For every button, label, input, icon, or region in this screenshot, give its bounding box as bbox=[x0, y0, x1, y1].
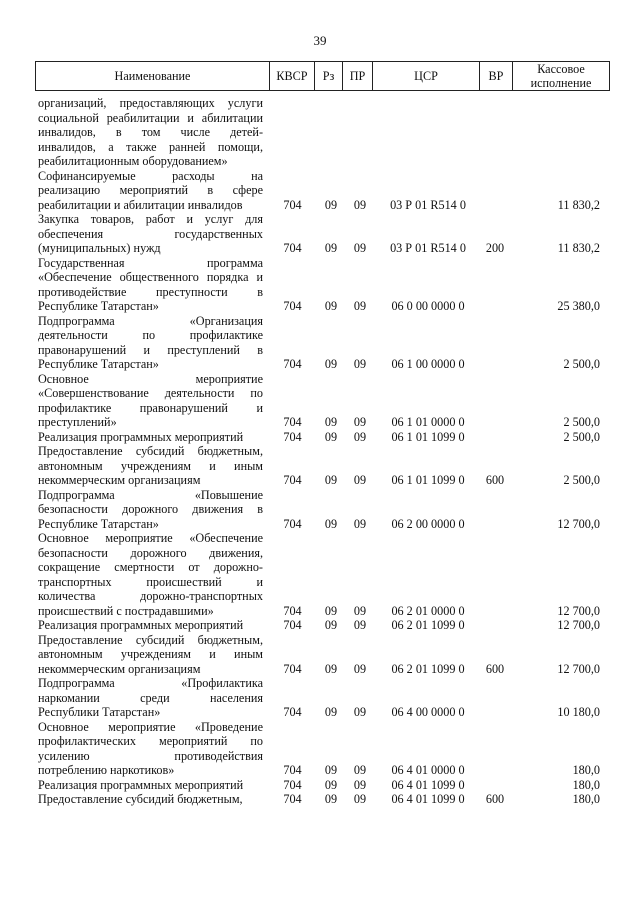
row-name-line: некоммерческим организациям bbox=[38, 473, 201, 487]
table-row bbox=[0, 488, 640, 532]
row-amount: 2 500,0 bbox=[563, 415, 600, 429]
row-amount: 2 500,0 bbox=[563, 429, 600, 444]
table-row bbox=[0, 792, 640, 807]
row-kvsr: 704 bbox=[283, 429, 302, 444]
row-rz: 09 bbox=[324, 299, 338, 313]
table-row bbox=[0, 372, 640, 430]
row-pr: 09 bbox=[353, 705, 367, 719]
row-name bbox=[38, 531, 263, 618]
row-name-line: Основное мероприятие «Обеспечение bbox=[38, 531, 263, 545]
row-name-line: наркомании среди населения bbox=[38, 690, 263, 705]
row-name bbox=[38, 96, 263, 169]
row-csr: 06 4 01 1099 0 bbox=[391, 792, 465, 806]
row-csr: 03 Р 01 R514 0 bbox=[390, 197, 466, 212]
row-name bbox=[38, 618, 263, 633]
table-row bbox=[0, 778, 640, 793]
row-name-line: (муниципальных) нужд bbox=[38, 241, 161, 255]
table-row bbox=[0, 618, 640, 633]
row-name-line: инвалидов, в том числе детей- bbox=[38, 125, 263, 139]
table-row bbox=[0, 96, 640, 169]
header-amount-line2: исполнение bbox=[530, 76, 592, 90]
row-vr: 600 bbox=[485, 473, 505, 487]
row-rz: 09 bbox=[324, 763, 338, 777]
row-name-line: Основное мероприятие bbox=[38, 371, 263, 386]
row-csr: 06 0 00 0000 0 bbox=[391, 299, 465, 313]
row-amount: 2 500,0 bbox=[563, 357, 600, 371]
row-name bbox=[38, 676, 263, 720]
row-kvsr: 704 bbox=[283, 415, 302, 429]
row-amount: 12 700,0 bbox=[557, 618, 600, 632]
row-name-line: Республики Татарстан» bbox=[38, 705, 161, 719]
header-rz: Рз bbox=[315, 62, 343, 91]
row-csr: 06 1 01 0000 0 bbox=[391, 415, 465, 429]
row-rz: 09 bbox=[324, 241, 338, 255]
row-pr: 09 bbox=[353, 415, 367, 429]
row-csr: 06 4 01 1099 0 bbox=[391, 777, 465, 792]
row-kvsr: 704 bbox=[283, 357, 302, 371]
table-row bbox=[0, 314, 640, 372]
header-pr: ПР bbox=[343, 62, 373, 91]
row-name-line: безопасности дорожного движения в bbox=[38, 502, 263, 516]
row-pr: 09 bbox=[353, 777, 367, 792]
table-row bbox=[0, 444, 640, 488]
row-name-line: реабилитации и абилитации инвалидов bbox=[38, 197, 243, 212]
row-csr: 06 1 00 0000 0 bbox=[391, 357, 465, 371]
row-csr: 06 2 01 1099 0 bbox=[391, 661, 465, 676]
row-rz: 09 bbox=[324, 618, 338, 632]
row-name bbox=[38, 430, 263, 445]
row-name-line: Республике Татарстан» bbox=[38, 299, 159, 313]
row-name bbox=[38, 212, 263, 256]
header-amount bbox=[513, 62, 610, 91]
row-pr: 09 bbox=[353, 661, 367, 676]
header-amount-line1: Кассовое bbox=[537, 62, 585, 76]
row-pr: 09 bbox=[353, 763, 367, 777]
table-row bbox=[0, 212, 640, 256]
row-name-line: Реализация программных мероприятий bbox=[38, 777, 244, 792]
row-amount: 180,0 bbox=[572, 763, 600, 777]
row-name-line: Основное мероприятие «Проведение bbox=[38, 719, 263, 734]
row-name bbox=[38, 314, 263, 372]
row-kvsr: 704 bbox=[283, 299, 302, 313]
row-amount: 180,0 bbox=[572, 792, 600, 806]
row-name-line: Закупка товаров, работ и услуг для bbox=[38, 212, 263, 226]
row-name-line: транспортных происшествий и bbox=[38, 574, 263, 589]
row-pr: 09 bbox=[353, 473, 367, 487]
row-kvsr: 704 bbox=[283, 197, 302, 212]
row-name-line: Подпрограмма «Профилактика bbox=[38, 676, 263, 690]
row-kvsr: 704 bbox=[283, 473, 302, 487]
row-name-line: преступлений» bbox=[38, 415, 117, 429]
row-name-line: количества дорожно-транспортных bbox=[38, 589, 263, 603]
header-csr: ЦСР bbox=[373, 62, 480, 91]
row-csr: 06 4 00 0000 0 bbox=[391, 705, 465, 719]
row-name-line: «Обеспечение общественного порядка и bbox=[38, 270, 263, 284]
row-name-line: профилактических мероприятий по bbox=[38, 734, 263, 748]
row-pr: 09 bbox=[353, 792, 367, 806]
table-row bbox=[0, 720, 640, 778]
row-amount: 11 830,2 bbox=[557, 197, 600, 212]
header-name: Наименование bbox=[36, 62, 270, 91]
row-kvsr: 704 bbox=[283, 516, 302, 531]
row-kvsr: 704 bbox=[283, 603, 302, 618]
row-name-line: Софинансируемые расходы на bbox=[38, 168, 263, 183]
row-name-line: Предоставление субсидий бюджетным, bbox=[38, 444, 263, 458]
row-pr: 09 bbox=[353, 299, 367, 313]
row-rz: 09 bbox=[324, 792, 338, 806]
row-rz: 09 bbox=[324, 473, 338, 487]
row-csr: 06 2 01 1099 0 bbox=[391, 618, 465, 632]
row-name-line: сокращение смертности от дорожно- bbox=[38, 560, 263, 574]
row-pr: 09 bbox=[353, 618, 367, 632]
row-name-line: правонарушений и преступлений в bbox=[38, 342, 263, 357]
row-amount: 2 500,0 bbox=[563, 473, 600, 487]
row-name-line: реабилитационным оборудованием» bbox=[38, 154, 228, 168]
row-vr: 600 bbox=[485, 792, 505, 806]
row-name-line: автономным учреждениям и иным bbox=[38, 647, 263, 661]
row-kvsr: 704 bbox=[283, 763, 302, 777]
row-name-line: организаций, предоставляющих услуги bbox=[38, 96, 263, 110]
row-name-line: Предоставление субсидий бюджетным, bbox=[38, 792, 243, 806]
table-row bbox=[0, 169, 640, 213]
row-csr: 06 1 01 1099 0 bbox=[391, 473, 465, 487]
row-name-line: инвалидов, а также ранней помощи, bbox=[38, 139, 263, 154]
row-csr: 06 2 01 0000 0 bbox=[391, 603, 465, 618]
row-name bbox=[38, 633, 263, 677]
row-name-line: обеспечения государственных bbox=[38, 226, 263, 241]
row-name-line: безопасности дорожного движения, bbox=[38, 545, 263, 560]
row-name-line: усилению противодействия bbox=[38, 748, 263, 763]
row-kvsr: 704 bbox=[283, 661, 302, 676]
row-amount: 10 180,0 bbox=[557, 705, 600, 719]
table-row bbox=[0, 256, 640, 314]
table-row bbox=[0, 676, 640, 720]
row-kvsr: 704 bbox=[283, 777, 302, 792]
row-name-line: автономным учреждениям и иным bbox=[38, 458, 263, 473]
row-pr: 09 bbox=[353, 197, 367, 212]
row-csr: 06 2 00 0000 0 bbox=[391, 516, 465, 531]
row-amount: 12 700,0 bbox=[557, 516, 600, 531]
row-csr: 06 4 01 0000 0 bbox=[391, 763, 465, 777]
row-pr: 09 bbox=[353, 516, 367, 531]
row-name-line: деятельности по профилактике bbox=[38, 328, 263, 342]
row-rz: 09 bbox=[324, 429, 338, 444]
row-pr: 09 bbox=[353, 241, 367, 255]
row-kvsr: 704 bbox=[283, 618, 302, 632]
row-pr: 09 bbox=[353, 603, 367, 618]
row-kvsr: 704 bbox=[283, 705, 302, 719]
row-name-line: реализацию мероприятий в сфере bbox=[38, 183, 263, 197]
row-name-line: происшествий с пострадавшими» bbox=[38, 603, 214, 618]
row-name bbox=[38, 720, 263, 778]
row-name-line: Подпрограмма «Организация bbox=[38, 313, 263, 328]
table-header bbox=[35, 61, 610, 91]
row-name bbox=[38, 792, 263, 807]
row-amount: 12 700,0 bbox=[557, 603, 600, 618]
row-name-line: Реализация программных мероприятий bbox=[38, 429, 244, 444]
table-row bbox=[0, 430, 640, 445]
row-kvsr: 704 bbox=[283, 792, 302, 806]
row-name bbox=[38, 444, 263, 488]
header-kvsr: КВСР bbox=[270, 62, 315, 91]
row-name bbox=[38, 256, 263, 314]
table-body bbox=[0, 96, 640, 807]
row-name bbox=[38, 778, 263, 793]
row-name-line: профилактике правонарушений и bbox=[38, 400, 263, 415]
row-rz: 09 bbox=[324, 415, 338, 429]
table-row bbox=[0, 633, 640, 677]
row-rz: 09 bbox=[324, 197, 338, 212]
row-amount: 180,0 bbox=[572, 777, 600, 792]
row-pr: 09 bbox=[353, 357, 367, 371]
row-name-line: Предоставление субсидий бюджетным, bbox=[38, 632, 263, 647]
row-name-line: Республике Татарстан» bbox=[38, 516, 159, 531]
header-vr: ВР bbox=[480, 62, 513, 91]
row-amount: 11 830,2 bbox=[557, 241, 600, 255]
row-kvsr: 704 bbox=[283, 241, 302, 255]
page-number: 39 bbox=[313, 33, 327, 48]
row-name-line: Республике Татарстан» bbox=[38, 357, 159, 371]
row-name-line: Подпрограмма «Повышение bbox=[38, 487, 263, 502]
row-name bbox=[38, 488, 263, 532]
row-name-line: некоммерческим организациям bbox=[38, 661, 201, 676]
row-name-line: Государственная программа bbox=[38, 255, 263, 270]
row-name-line: потреблению наркотиков» bbox=[38, 763, 175, 777]
row-rz: 09 bbox=[324, 661, 338, 676]
row-amount: 25 380,0 bbox=[557, 299, 600, 313]
row-vr: 600 bbox=[485, 661, 505, 676]
row-rz: 09 bbox=[324, 603, 338, 618]
row-name bbox=[38, 372, 263, 430]
row-rz: 09 bbox=[324, 357, 338, 371]
row-vr: 200 bbox=[485, 241, 505, 255]
row-rz: 09 bbox=[324, 777, 338, 792]
row-name-line: социальной реабилитации и абилитации bbox=[38, 110, 263, 125]
table-row bbox=[0, 531, 640, 618]
row-csr: 06 1 01 1099 0 bbox=[391, 429, 465, 444]
row-pr: 09 bbox=[353, 429, 367, 444]
row-rz: 09 bbox=[324, 705, 338, 719]
row-name-line: противодействие преступности в bbox=[38, 284, 263, 299]
row-name-line: «Совершенствование деятельности по bbox=[38, 386, 263, 400]
row-name-line: Реализация программных мероприятий bbox=[38, 618, 244, 632]
row-csr: 03 Р 01 R514 0 bbox=[390, 241, 466, 255]
row-name bbox=[38, 169, 263, 213]
row-rz: 09 bbox=[324, 516, 338, 531]
row-amount: 12 700,0 bbox=[557, 661, 600, 676]
